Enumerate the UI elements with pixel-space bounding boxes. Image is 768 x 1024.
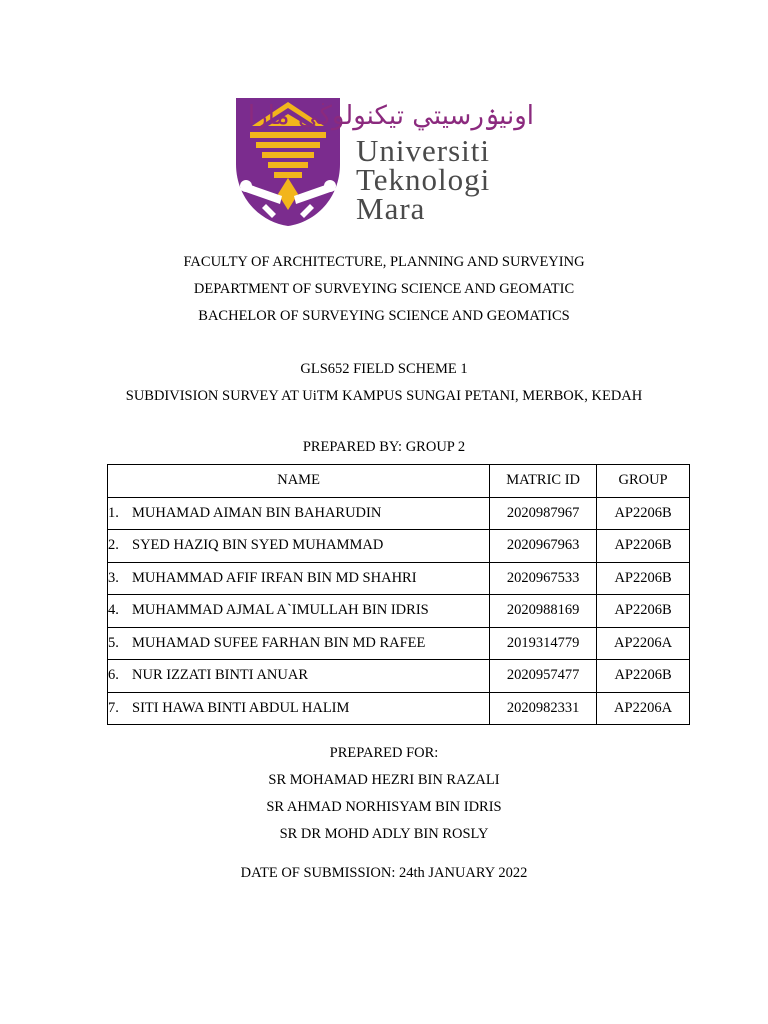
matric-id: 2020967963 [490,530,597,563]
member-name: NUR IZZATI BINTI ANUAR [132,667,308,684]
group-code: AP2206B [597,660,690,693]
member-name: MUHAMMAD AJMAL A`IMULLAH BIN IDRIS [132,602,429,619]
department-name: DEPARTMENT OF SURVEYING SCIENCE AND GEOMATIC [193,281,575,297]
member-name-cell [108,595,490,628]
table-row [108,497,690,530]
faculty-name: FACULTY OF ARCHITECTURE, PLANNING AND SURVEYING [183,254,585,270]
group-code: AP2206A [597,692,690,725]
member-name-cell [108,627,490,660]
member-name-cell [108,692,490,725]
prepared-by: PREPARED BY: GROUP 2 [302,439,466,455]
matric-id: 2019314779 [490,627,597,660]
course-title: GLS652 FIELD SCHEME 1 [300,361,468,377]
member-name: MUHAMMAD AFIF IRFAN BIN MD SHAHRI [132,569,417,586]
matric-id: 2020982331 [490,692,597,725]
arabic-name: اونيۏرسيتي تيكنولوڬي مارا [247,101,534,131]
row-number: 4. [108,602,119,619]
lecturer-name: SR MOHAMAD HEZRI BIN RAZALI [268,772,500,788]
table-header-row [108,465,690,498]
row-number: 5. [108,634,119,651]
row-number: 3. [108,569,119,586]
table-row [108,530,690,563]
group-code: AP2206B [597,562,690,595]
group-code: AP2206A [597,627,690,660]
header-group: GROUP [597,465,690,498]
submission-date: DATE OF SUBMISSION: 24th JANUARY 2022 [240,865,528,881]
member-name: SITI HAWA BINTI ABDUL HALIM [132,699,350,716]
matric-id: 2020967533 [490,562,597,595]
member-name-cell [108,530,490,563]
matric-id: 2020957477 [490,660,597,693]
members-table [107,464,690,725]
member-name-cell [108,562,490,595]
member-name: SYED HAZIQ BIN SYED MUHAMMAD [132,537,384,554]
matric-id: 2020988169 [490,595,597,628]
prepared-for-label: PREPARED FOR: [329,745,439,761]
lecturer-name: SR DR MOHD ADLY BIN ROSLY [279,826,489,842]
member-name: MUHAMAD SUFEE FARHAN BIN MD RAFEE [132,634,426,651]
lecturer-name: SR AHMAD NORHISYAM BIN IDRIS [266,799,502,815]
table-row [108,692,690,725]
uitm-logo [236,98,536,226]
member-name: MUHAMAD AIMAN BIN BAHARUDIN [132,504,382,521]
matric-id: 2020987967 [490,497,597,530]
header-matric: MATRIC ID [490,465,597,498]
table-row [108,562,690,595]
member-name-cell [108,497,490,530]
row-number: 2. [108,537,119,554]
row-number: 1. [108,504,119,521]
row-number: 7. [108,699,119,716]
member-name-cell [108,660,490,693]
group-code: AP2206B [597,530,690,563]
group-code: AP2206B [597,595,690,628]
table-row [108,660,690,693]
group-code: AP2206B [597,497,690,530]
project-title: SUBDIVISION SURVEY AT UiTM KAMPUS SUNGAI PETANI, MERBOK, KEDAH [125,388,643,404]
row-number: 6. [108,667,119,684]
table-row [108,595,690,628]
brand-mara: Mara [356,191,426,226]
programme-name: BACHELOR OF SURVEYING SCIENCE AND GEOMATICS [198,308,570,324]
brand-teknologi: Teknologi [356,162,491,197]
brand-universiti: Universiti [356,133,490,168]
header-name: NAME [108,465,490,498]
table-row [108,627,690,660]
